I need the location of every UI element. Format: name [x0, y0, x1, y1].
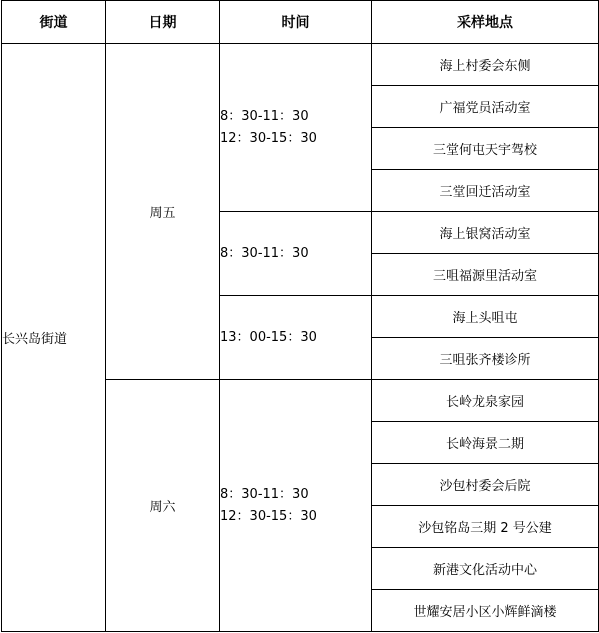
site-cell: 沙包铭岛三期 2 号公建: [372, 506, 599, 548]
time-range: 8：30-11：30: [220, 245, 309, 261]
date-cell-saturday: 周六: [106, 380, 220, 632]
site-cell: 广福党员活动室: [372, 86, 599, 128]
time-range: 13：00-15：30: [220, 329, 317, 345]
site-cell: 海上村委会东侧: [372, 44, 599, 86]
time-range: 12：30-15：30: [220, 130, 317, 146]
time-cell: [220, 296, 372, 380]
site-cell: 长岭龙泉家园: [372, 380, 599, 422]
time-range: 8：30-11：30: [220, 486, 309, 502]
site-cell: 三堂何屯天宇驾校: [372, 128, 599, 170]
site-cell: 三堂回迁活动室: [372, 170, 599, 212]
time-cell: [220, 44, 372, 212]
time-range: 12：30-15：30: [220, 508, 317, 524]
site-cell: 三咀张齐楼诊所: [372, 338, 599, 380]
header-date: 日期: [106, 1, 220, 44]
site-cell: 三咀福源里活动室: [372, 254, 599, 296]
header-street: 街道: [2, 1, 106, 44]
time-range: 8：30-11：30: [220, 108, 309, 124]
site-cell: 海上头咀屯: [372, 296, 599, 338]
header-time: 时间: [220, 1, 372, 44]
time-cell: [220, 380, 372, 632]
site-cell: 海上银窝活动室: [372, 212, 599, 254]
site-cell: 长岭海景二期: [372, 422, 599, 464]
site-cell: 沙包村委会后院: [372, 464, 599, 506]
sampling-schedule-table: [1, 0, 599, 632]
site-cell: 世耀安居小区小辉鲜滴楼: [372, 590, 599, 632]
date-cell-friday: 周五: [106, 44, 220, 380]
site-cell: 新港文化活动中心: [372, 548, 599, 590]
table-row: [2, 44, 599, 86]
time-cell: [220, 212, 372, 296]
street-cell: 长兴岛街道: [2, 44, 106, 632]
header-site: 采样地点: [372, 1, 599, 44]
header-row: [2, 1, 599, 44]
